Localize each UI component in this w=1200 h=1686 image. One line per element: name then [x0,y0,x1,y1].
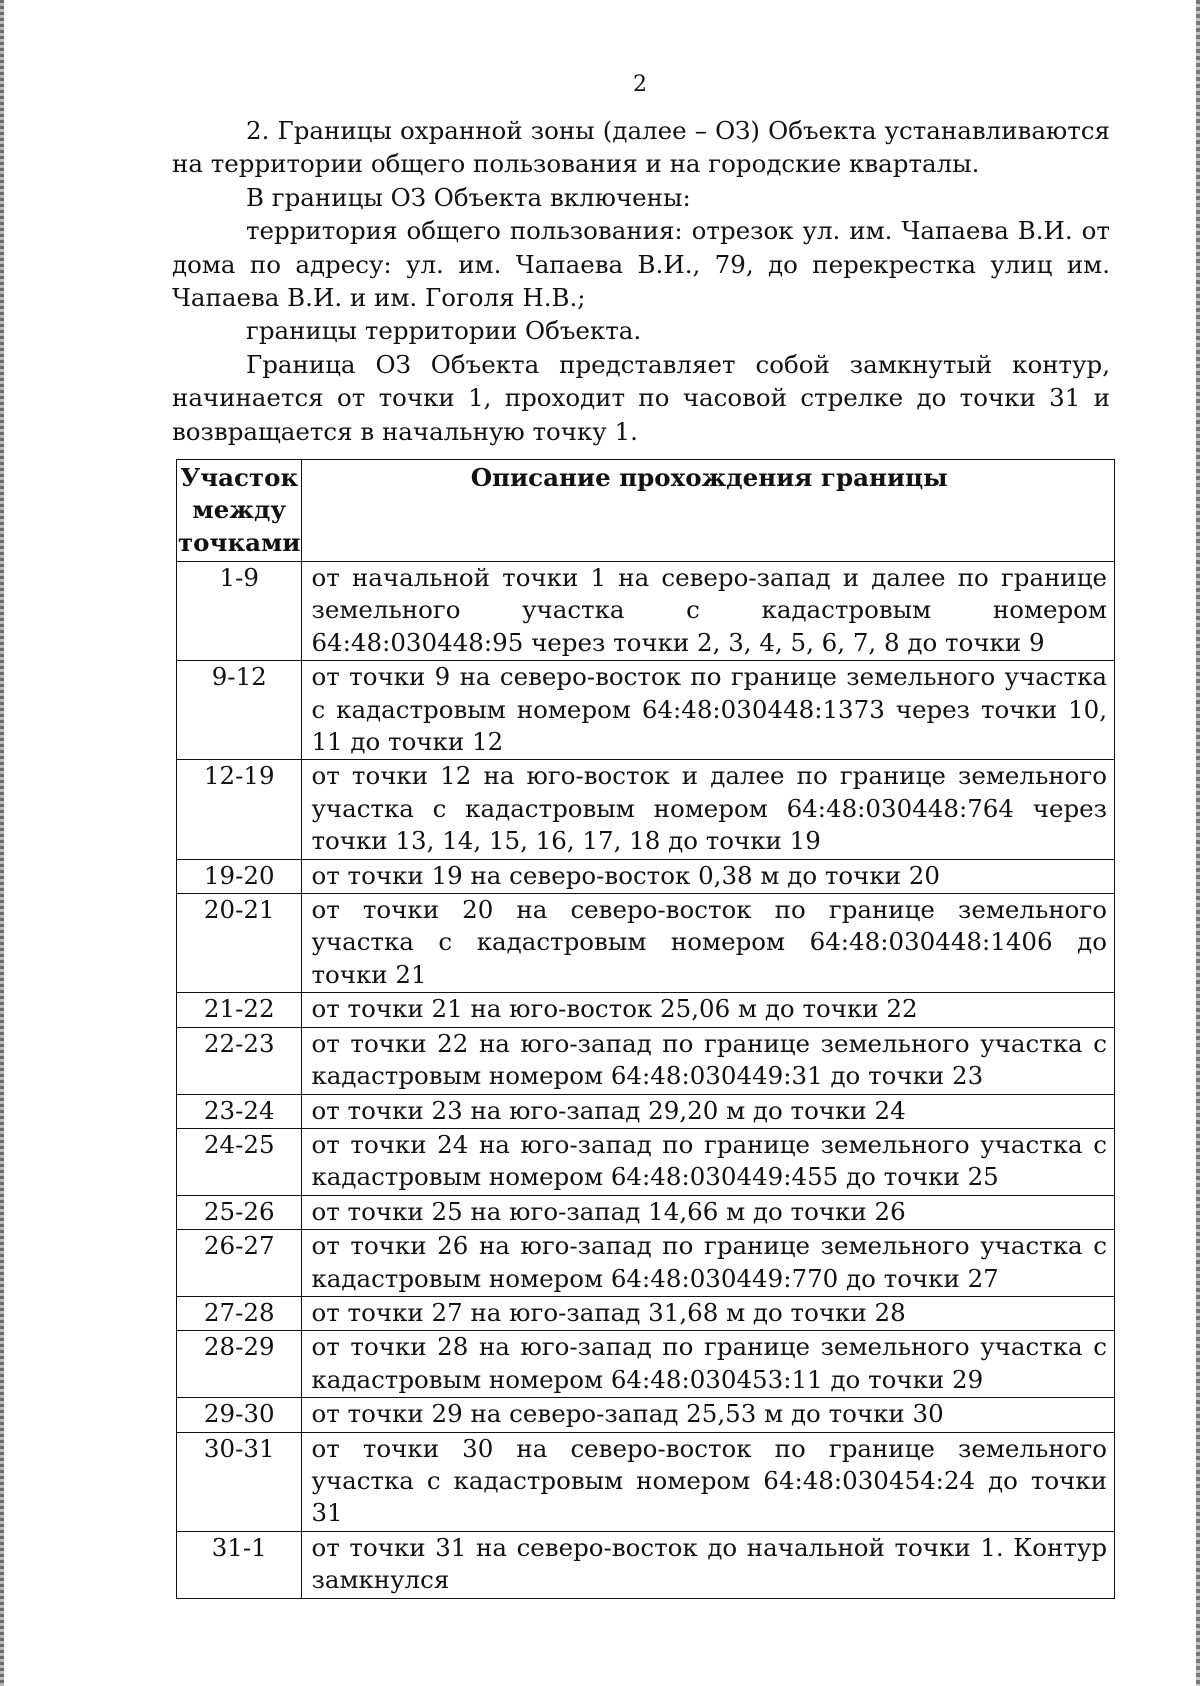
header-segment: Участок между точками [177,460,302,562]
boundary-table [176,459,1115,1599]
description-cell: от точки 29 на северо-запад 25,53 м до точки 30 [302,1398,1115,1432]
table-row [177,1195,1115,1229]
table-header-row [177,460,1115,562]
table-row [177,1531,1115,1598]
segment-cell: 31-1 [177,1531,302,1598]
description-cell: от точки 20 на северо-восток по границе земельного участка с кадастровым номером 64:48:030448:1406 до точки 21 [302,894,1115,993]
paragraph-object-territory: границы территории Объекта. [246,316,642,346]
table-row [177,1398,1115,1432]
paragraph-contour-description: Граница ОЗ Объекта представляет собой замкнутый контур, начинается от точки 1, проходит по часовой стрелке до точки 31 и возвращается в начальную точку 1. [172,349,1110,446]
segment-cell: 26-27 [177,1230,302,1297]
description-cell: от точки 21 на юго-восток 25,06 м до точки 22 [302,993,1115,1027]
segment-cell: 27-28 [177,1296,302,1330]
table-row [177,1027,1115,1094]
table-row [177,760,1115,859]
segment-cell: 22-23 [177,1027,302,1094]
segment-cell: 20-21 [177,894,302,993]
description-cell: от точки 24 на юго-запад по границе земельного участка с кадастровым номером 64:48:030449:455 до точки 25 [302,1128,1115,1195]
table-row [177,562,1115,661]
page-number: 2 [633,72,647,97]
description-cell: от начальной точки 1 на северо-запад и далее по границе земельного участка с кадастровым номером 64:48:030448:95 через точки 2, 3, 4, 5, 6, 7, 8 до точки 9 [302,562,1115,661]
description-cell: от точки 25 на юго-запад 14,66 м до точки 26 [302,1195,1115,1229]
description-cell: от точки 19 на северо-восток 0,38 м до точки 20 [302,859,1115,893]
table-row [177,1128,1115,1195]
header-description: Описание прохождения границы [302,460,1115,562]
table-row [177,993,1115,1027]
segment-cell: 28-29 [177,1331,302,1398]
table-row [177,1296,1115,1330]
segment-cell: 21-22 [177,993,302,1027]
document-body [172,114,1110,448]
description-cell: от точки 22 на юго-запад по границе земельного участка с кадастровым номером 64:48:030449:31 до точки 23 [302,1027,1115,1094]
segment-cell: 29-30 [177,1398,302,1432]
description-cell: от точки 30 на северо-восток по границе земельного участка с кадастровым номером 64:48:030454:24 до точки 31 [302,1432,1115,1531]
description-cell: от точки 12 на юго-восток и далее по границе земельного участка с кадастровым номером 64:48:030448:764 через точки 13, 14, 15, 16, 17, 18 до точки 19 [302,760,1115,859]
table-row [177,1432,1115,1531]
segment-cell: 25-26 [177,1195,302,1229]
segment-cell: 19-20 [177,859,302,893]
segment-cell: 9-12 [177,661,302,760]
table-row [177,1230,1115,1297]
segment-cell: 30-31 [177,1432,302,1531]
table-row [177,661,1115,760]
table-body [177,562,1115,1599]
scan-edge-left [0,0,4,1686]
description-cell: от точки 27 на юго-запад 31,68 м до точки 28 [302,1296,1115,1330]
paragraph-boundaries: 2. Границы охранной зоны (далее – ОЗ) Объекта устанавливаются на территории общего пользования и на городские кварталы. [172,116,1110,179]
segment-cell: 1-9 [177,562,302,661]
table-row [177,1331,1115,1398]
table-row [177,859,1115,893]
segment-cell: 12-19 [177,760,302,859]
paragraph-public-territory: территория общего пользования: отрезок ул. им. Чапаева В.И. от дома по адресу: ул. им. Чапаева В.И., 79, до перекрестка улиц им. Чапаева В.И. и им. Гоголя Н.В.; [172,216,1110,313]
table-row [177,1094,1115,1128]
description-cell: от точки 31 на северо-восток до начальной точки 1. Контур замкнулся [302,1531,1115,1598]
table-row [177,894,1115,993]
scan-edge-right [1196,0,1200,1686]
description-cell: от точки 26 на юго-запад по границе земельного участка с кадастровым номером 64:48:030449:770 до точки 27 [302,1230,1115,1297]
description-cell: от точки 9 на северо-восток по границе земельного участка с кадастровым номером 64:48:030448:1373 через точки 10, 11 до точки 12 [302,661,1115,760]
segment-cell: 24-25 [177,1128,302,1195]
description-cell: от точки 28 на юго-запад по границе земельного участка с кадастровым номером 64:48:030453:11 до точки 29 [302,1331,1115,1398]
segment-cell: 23-24 [177,1094,302,1128]
description-cell: от точки 23 на юго-запад 29,20 м до точки 24 [302,1094,1115,1128]
paragraph-included-intro: В границы ОЗ Объекта включены: [246,182,691,212]
